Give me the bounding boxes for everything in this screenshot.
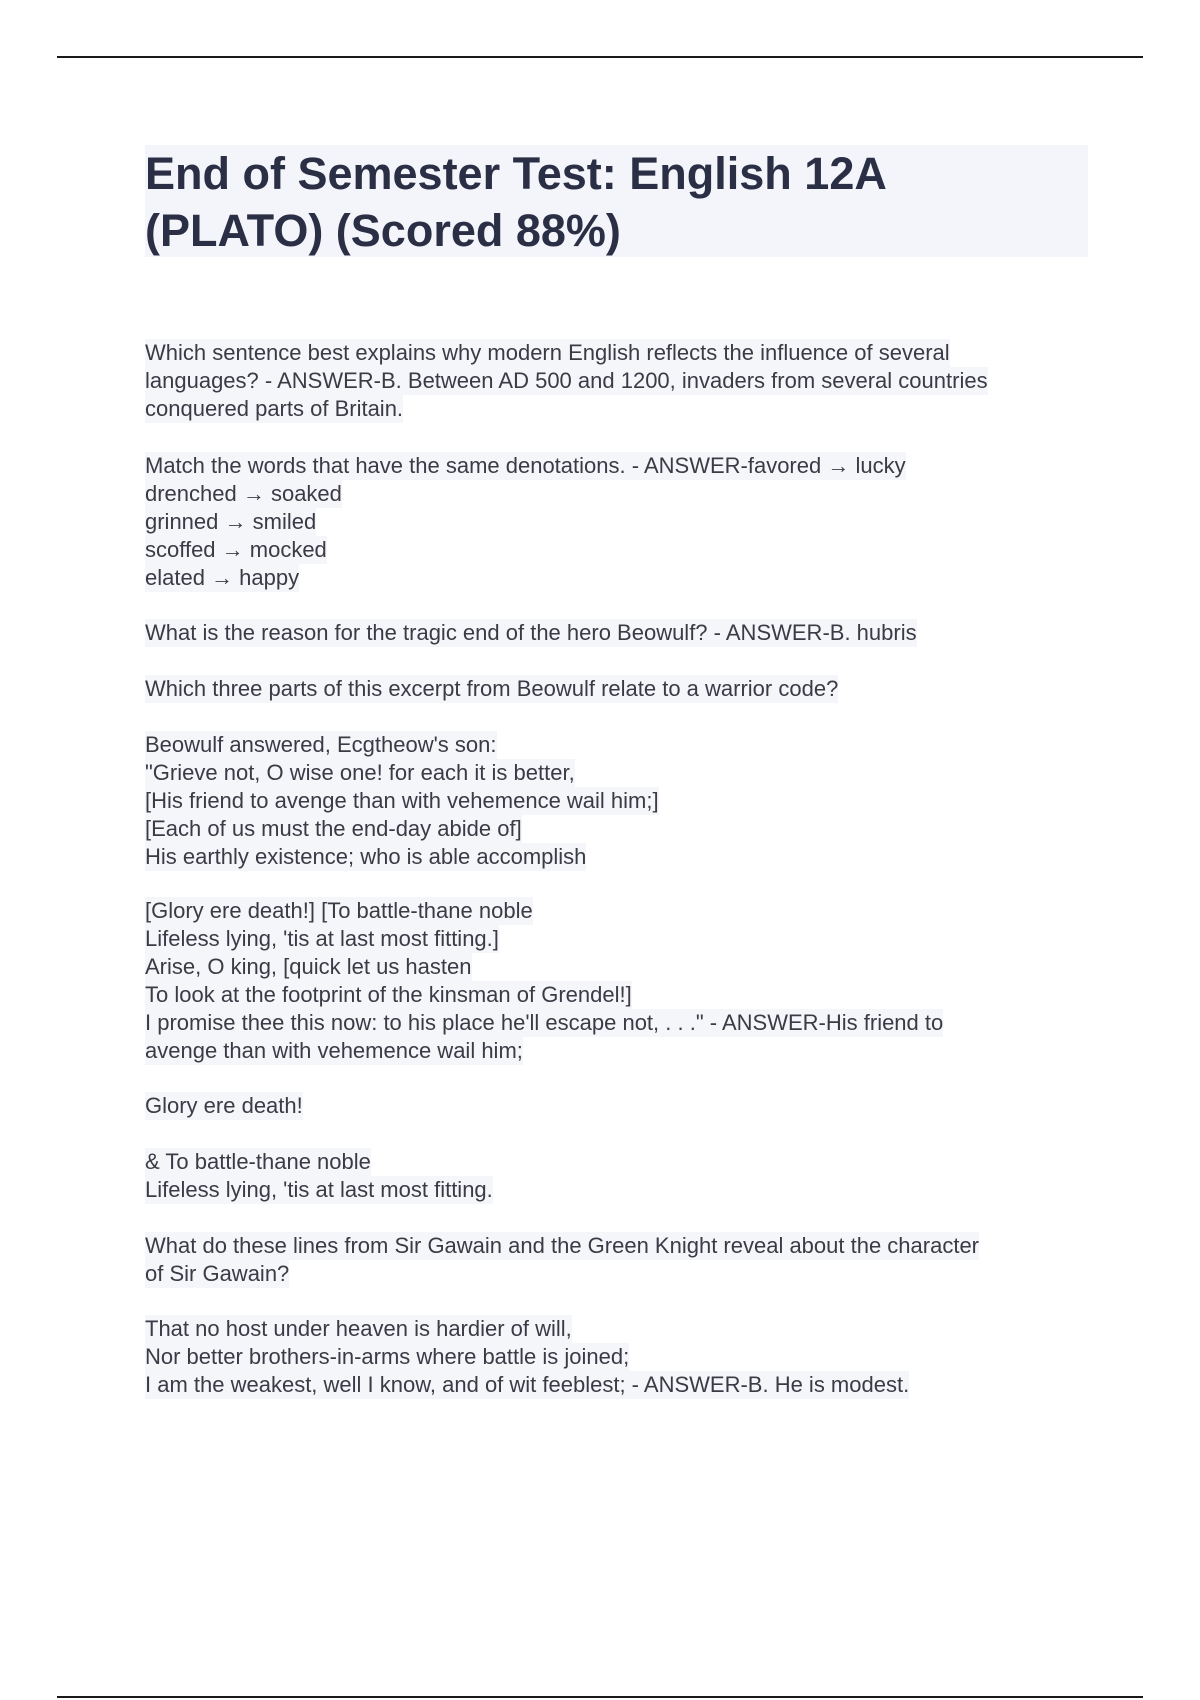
excerpt-line: Nor better brothers-in-arms where battle is joined; xyxy=(145,1344,630,1369)
bottom-rule xyxy=(57,1696,1143,1698)
question-line: Which three parts of this excerpt from Beowulf relate to a warrior code? xyxy=(145,676,839,701)
answer-line: I am the weakest, well I know, and of wit feeblest; - ANSWER-B. He is modest. xyxy=(145,1372,910,1397)
excerpt-line: Beowulf answered, Ecgtheow's son: xyxy=(145,732,497,757)
question-line: What do these lines from Sir Gawain and the Green Knight reveal about the character xyxy=(145,1233,980,1258)
excerpt-line: His earthly existence; who is able accomplish xyxy=(145,844,587,869)
question-line: conquered parts of Britain. xyxy=(145,396,404,421)
answer-block xyxy=(145,1148,1105,1204)
excerpt-line: [His friend to avenge than with vehemence wail him;] xyxy=(145,788,659,813)
question-line: What is the reason for the tragic end of the hero Beowulf? - ANSWER-B. hubris xyxy=(145,620,917,645)
excerpt-block xyxy=(145,1315,1105,1399)
qa-block xyxy=(145,1232,1105,1288)
excerpt-block xyxy=(145,897,1105,1065)
excerpt-line: To look at the footprint of the kinsman of Grendel!] xyxy=(145,982,632,1007)
qa-block xyxy=(145,675,1105,703)
title-line: (PLATO) (Scored 88%) xyxy=(145,205,621,256)
answer-line: scoffed → mocked xyxy=(145,537,327,562)
excerpt-line: Lifeless lying, 'tis at last most fitting.] xyxy=(145,926,499,951)
answer-line: Lifeless lying, 'tis at last most fitting. xyxy=(145,1177,493,1202)
top-rule xyxy=(57,56,1143,58)
page-title xyxy=(145,145,887,259)
answer-line: elated → happy xyxy=(145,565,300,590)
title-line: End of Semester Test: English 12A xyxy=(145,148,887,199)
excerpt-line: That no host under heaven is hardier of will, xyxy=(145,1316,572,1341)
question-line: Match the words that have the same denotations. - ANSWER-favored → lucky xyxy=(145,453,906,478)
question-line: Which sentence best explains why modern English reflects the influence of several xyxy=(145,340,950,365)
answer-block xyxy=(145,1092,1105,1120)
answer-line: Glory ere death! xyxy=(145,1093,303,1118)
answer-line: grinned → smiled xyxy=(145,509,317,534)
qa-block xyxy=(145,452,1105,592)
excerpt-block xyxy=(145,731,1105,871)
excerpt-line: Arise, O king, [quick let us hasten xyxy=(145,954,472,979)
title-block xyxy=(145,145,1088,257)
answer-line: & To battle-thane noble xyxy=(145,1149,371,1174)
answer-line: drenched → soaked xyxy=(145,481,342,506)
question-line: of Sir Gawain? xyxy=(145,1261,290,1286)
excerpt-line: [Each of us must the end-day abide of] xyxy=(145,816,522,841)
excerpt-line: I promise thee this now: to his place he'll escape not, . . ." - ANSWER-His friend to xyxy=(145,1010,944,1035)
answer-line: avenge than with vehemence wail him; xyxy=(145,1038,523,1063)
excerpt-line: "Grieve not, O wise one! for each it is better, xyxy=(145,760,575,785)
qa-block xyxy=(145,619,1105,647)
qa-block xyxy=(145,339,1105,423)
question-line: languages? - ANSWER-B. Between AD 500 and 1200, invaders from several countries xyxy=(145,368,988,393)
excerpt-line: [Glory ere death!] [To battle-thane noble xyxy=(145,898,533,923)
